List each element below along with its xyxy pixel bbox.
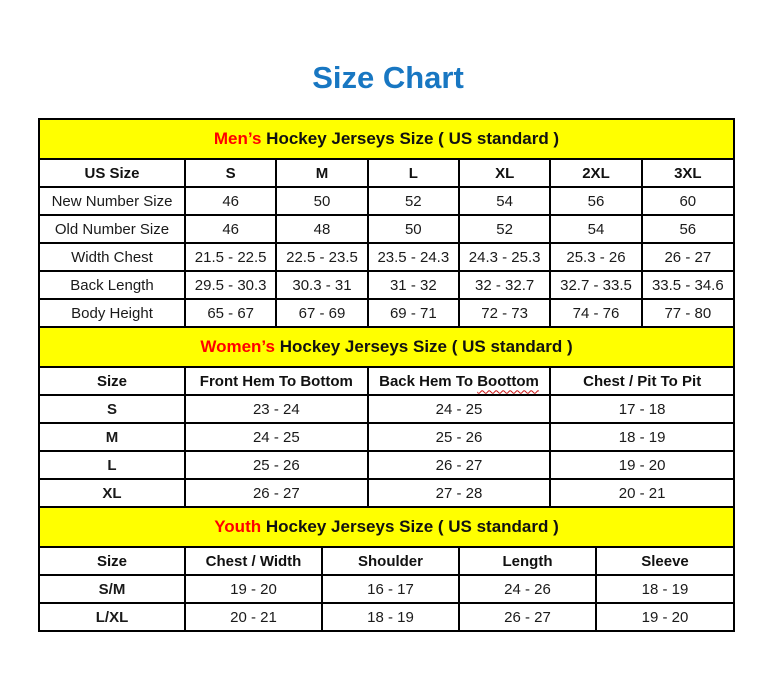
table-cell: 25.3 - 26 <box>550 243 641 271</box>
column-header: Shoulder <box>322 548 459 575</box>
column-header: Chest / Pit To Pit <box>550 368 733 395</box>
column-header: Size <box>40 548 185 575</box>
women-size-table <box>40 368 733 506</box>
table-cell: 72 - 73 <box>459 299 550 326</box>
table-row <box>40 215 733 243</box>
table-cell: 32 - 32.7 <box>459 271 550 299</box>
row-label: Back Length <box>40 271 185 299</box>
row-label: New Number Size <box>40 187 185 215</box>
table-cell: 23 - 24 <box>185 395 368 423</box>
row-label: L <box>40 451 185 479</box>
table-row <box>40 187 733 215</box>
column-header: Back Hem To Boottom <box>368 368 551 395</box>
table-cell: 48 <box>276 215 367 243</box>
column-header: Length <box>459 548 596 575</box>
row-label: S <box>40 395 185 423</box>
row-label: Width Chest <box>40 243 185 271</box>
row-label: L/XL <box>40 603 185 630</box>
table-cell: 18 - 19 <box>596 575 733 603</box>
table-cell: 18 - 19 <box>322 603 459 630</box>
table-row <box>40 299 733 326</box>
table-cell: 60 <box>642 187 733 215</box>
table-cell: 67 - 69 <box>276 299 367 326</box>
row-label: Body Height <box>40 299 185 326</box>
row-label: Old Number Size <box>40 215 185 243</box>
table-cell: 19 - 20 <box>185 575 322 603</box>
men-banner-highlight: Men’s <box>213 129 262 148</box>
table-cell: 16 - 17 <box>322 575 459 603</box>
table-cell: 56 <box>642 215 733 243</box>
table-cell: 69 - 71 <box>368 299 459 326</box>
column-header: M <box>276 160 367 187</box>
table-cell: 24 - 25 <box>368 395 551 423</box>
column-header: L <box>368 160 459 187</box>
youth-header-row <box>40 548 733 575</box>
table-cell: 32.7 - 33.5 <box>550 271 641 299</box>
table-cell: 54 <box>459 187 550 215</box>
men-section-banner <box>40 120 733 160</box>
table-row <box>40 395 733 423</box>
column-header: Front Hem To Bottom <box>185 368 368 395</box>
page-title: Size Chart <box>312 60 464 95</box>
youth-banner-text: Hockey Jerseys Size ( US standard ) <box>265 517 559 536</box>
youth-section-banner <box>40 506 733 548</box>
table-cell: 23.5 - 24.3 <box>368 243 459 271</box>
column-header: 2XL <box>550 160 641 187</box>
women-header-row <box>40 368 733 395</box>
table-cell: 30.3 - 31 <box>276 271 367 299</box>
table-cell: 27 - 28 <box>368 479 551 506</box>
table-cell: 26 - 27 <box>642 243 733 271</box>
table-cell: 77 - 80 <box>642 299 733 326</box>
table-cell: 22.5 - 23.5 <box>276 243 367 271</box>
table-row <box>40 603 733 630</box>
men-banner-text: Hockey Jerseys Size ( US standard ) <box>266 129 560 148</box>
table-row <box>40 243 733 271</box>
column-header: Sleeve <box>596 548 733 575</box>
table-cell: 18 - 19 <box>550 423 733 451</box>
table-cell: 17 - 18 <box>550 395 733 423</box>
table-cell: 24.3 - 25.3 <box>459 243 550 271</box>
table-cell: 74 - 76 <box>550 299 641 326</box>
table-cell: 26 - 27 <box>185 479 368 506</box>
column-header: US Size <box>40 160 185 187</box>
table-cell: 46 <box>185 187 276 215</box>
table-cell: 25 - 26 <box>185 451 368 479</box>
row-label: XL <box>40 479 185 506</box>
table-cell: 54 <box>550 215 641 243</box>
column-header: 3XL <box>642 160 733 187</box>
youth-size-table <box>40 548 733 630</box>
table-cell: 50 <box>368 215 459 243</box>
table-cell: 26 - 27 <box>368 451 551 479</box>
men-size-table <box>40 160 733 326</box>
misspelled-word: Boottom <box>477 372 539 390</box>
row-label: S/M <box>40 575 185 603</box>
table-cell: 56 <box>550 187 641 215</box>
table-cell: 52 <box>459 215 550 243</box>
women-banner-highlight: Women’s <box>200 337 275 356</box>
table-cell: 24 - 26 <box>459 575 596 603</box>
row-label: M <box>40 423 185 451</box>
women-banner-text: Hockey Jerseys Size ( US standard ) <box>279 337 573 356</box>
table-cell: 31 - 32 <box>368 271 459 299</box>
table-cell: 19 - 20 <box>550 451 733 479</box>
table-cell: 65 - 67 <box>185 299 276 326</box>
size-chart <box>38 118 735 632</box>
table-row <box>40 575 733 603</box>
table-row <box>40 271 733 299</box>
column-header: Chest / Width <box>185 548 322 575</box>
column-header: S <box>185 160 276 187</box>
youth-banner-highlight: Youth <box>214 517 262 536</box>
table-cell: 20 - 21 <box>550 479 733 506</box>
table-cell: 20 - 21 <box>185 603 322 630</box>
table-cell: 52 <box>368 187 459 215</box>
column-header: Size <box>40 368 185 395</box>
table-row <box>40 451 733 479</box>
men-header-row <box>40 160 733 187</box>
table-cell: 26 - 27 <box>459 603 596 630</box>
women-section-banner <box>40 326 733 368</box>
column-header: XL <box>459 160 550 187</box>
table-row <box>40 423 733 451</box>
table-row <box>40 479 733 506</box>
table-cell: 25 - 26 <box>368 423 551 451</box>
table-cell: 19 - 20 <box>596 603 733 630</box>
table-cell: 21.5 - 22.5 <box>185 243 276 271</box>
table-cell: 50 <box>276 187 367 215</box>
table-cell: 24 - 25 <box>185 423 368 451</box>
table-cell: 33.5 - 34.6 <box>642 271 733 299</box>
table-cell: 46 <box>185 215 276 243</box>
table-cell: 29.5 - 30.3 <box>185 271 276 299</box>
